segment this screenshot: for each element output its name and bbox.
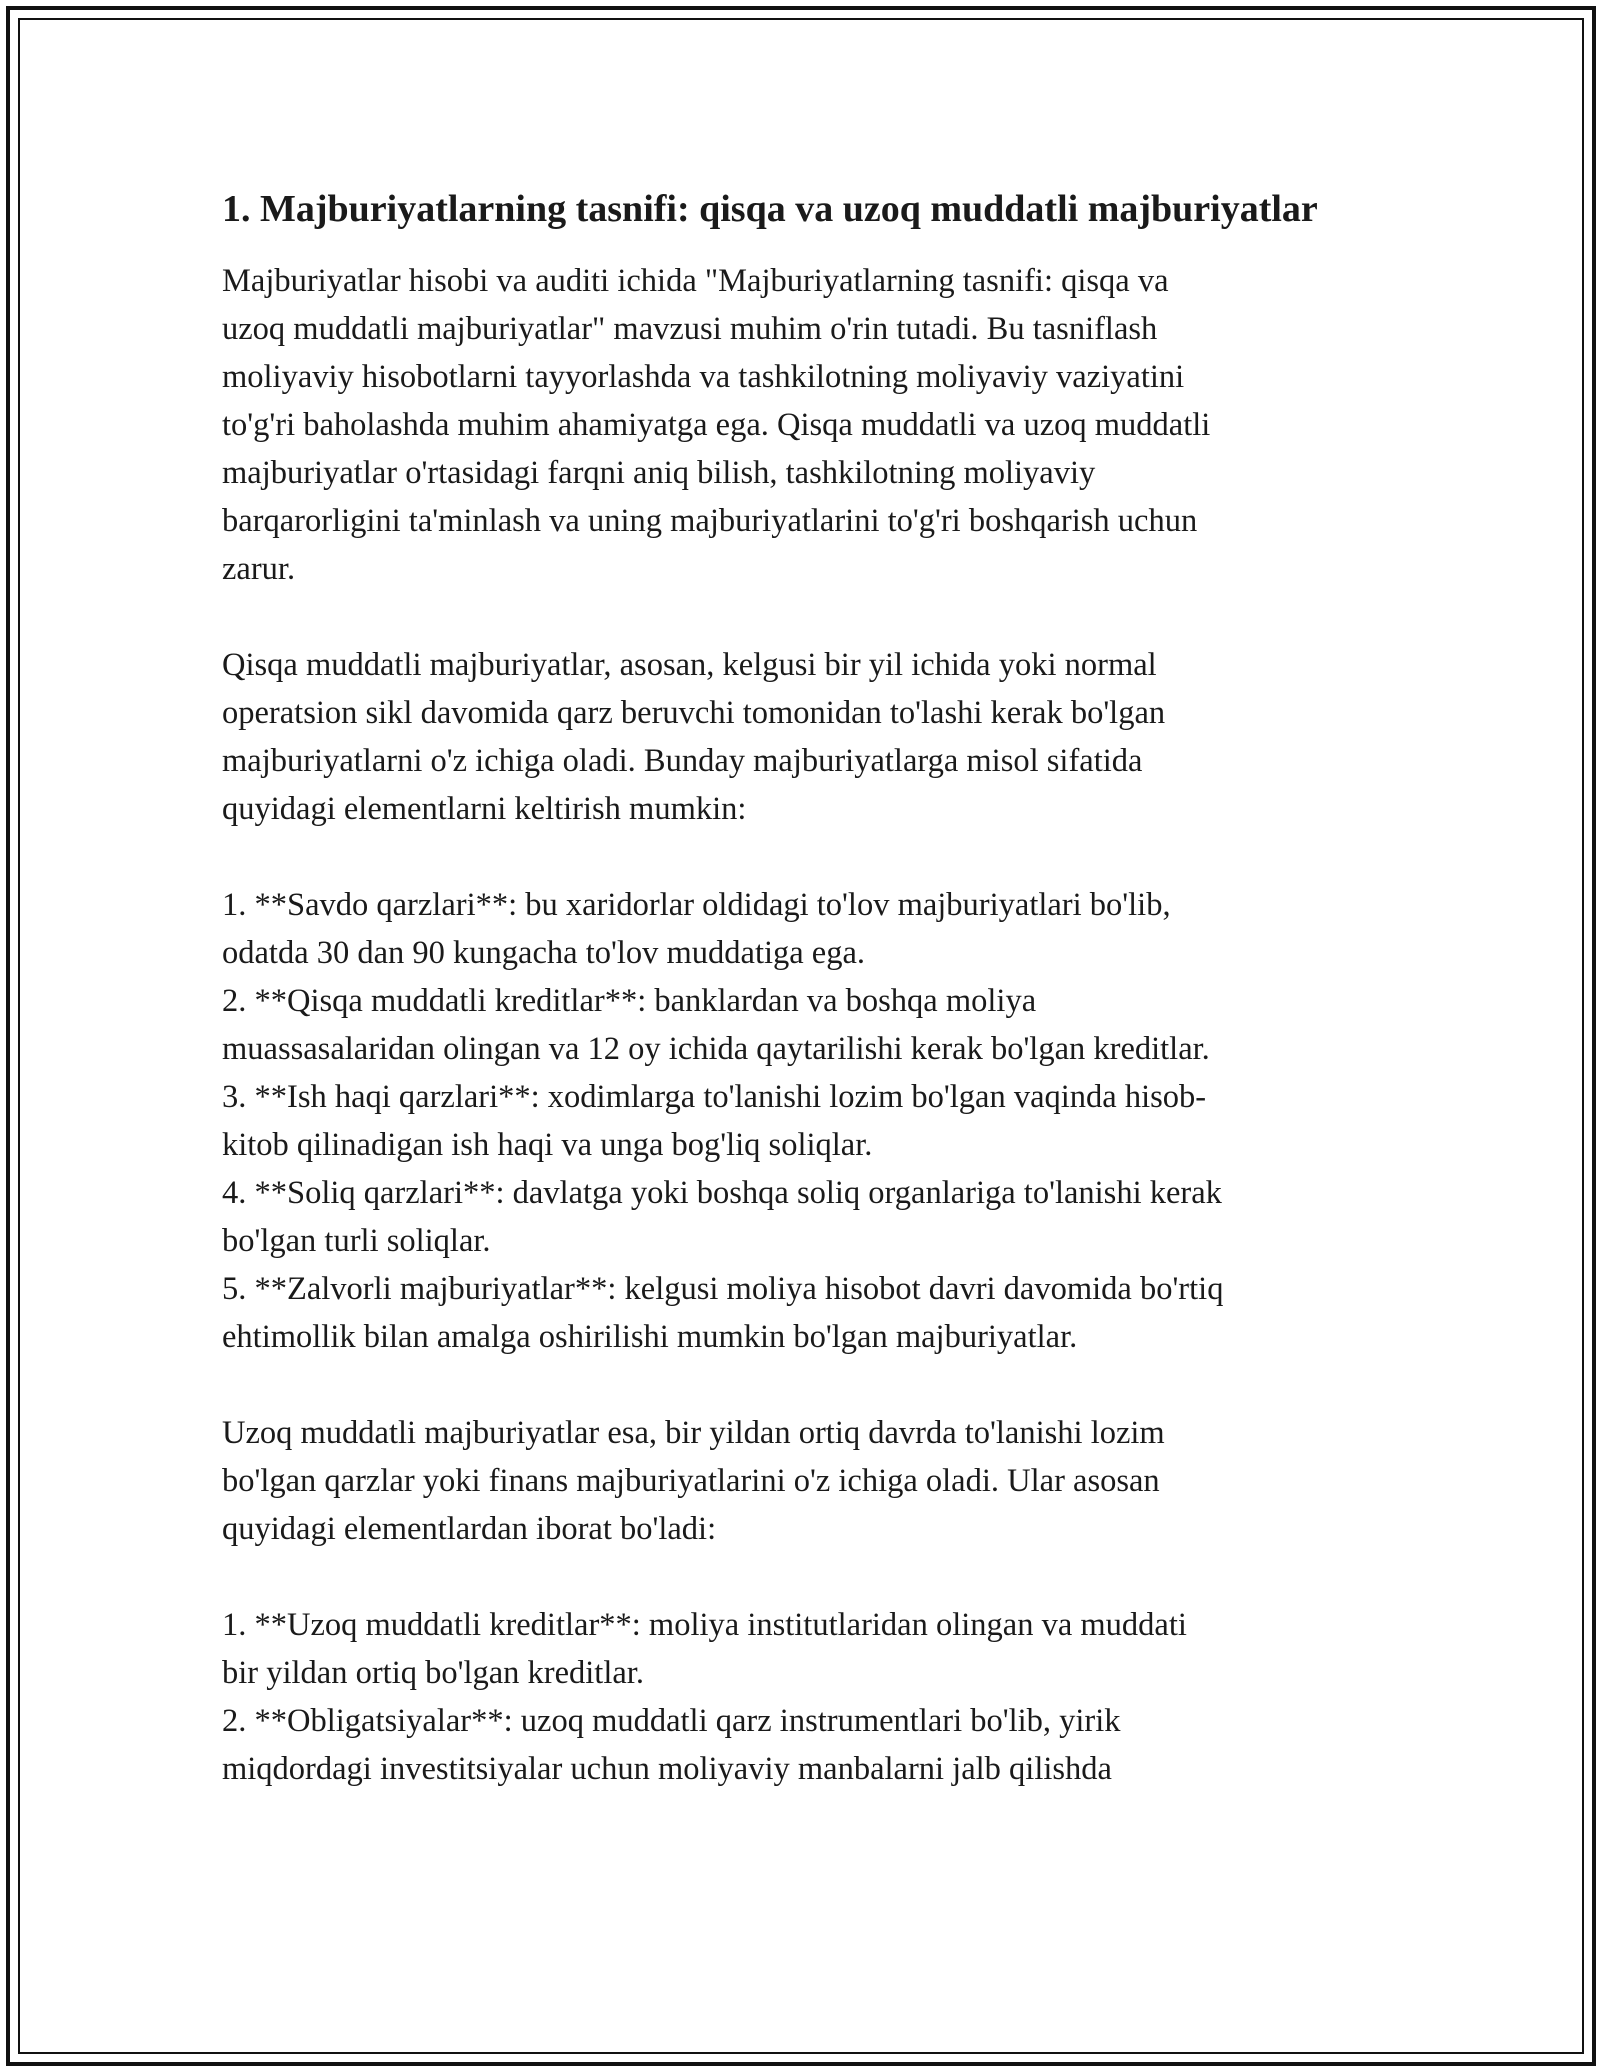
paragraph-gap [222, 1361, 1372, 1409]
paragraph-gap [222, 833, 1372, 881]
document-body [222, 182, 1372, 1793]
long-term-list: 1. **Uzoq muddatli kreditlar**: moliya institutlaridan olingan va muddati bir yildan ortiq bo'lgan kreditlar. 2. **Obligatsiyalar**: uzoq muddatli qarz instrumentlari bo'lib, yirik miqdordagi investitsiyalar uchun moliyaviy manbalarni jalb qilishda [222, 1607, 1187, 1787]
short-term-paragraph: Qisqa muddatli majburiyatlar, asosan, kelgusi bir yil ichida yoki normal operatsion sikl davomida qarz beruvchi tomonidan to'lashi kerak bo'lgan majburiyatlarni o'z ichiga oladi. Bunday majburiyatlarga misol sifatida quyidagi elementlarni keltirish mumkin: [222, 647, 1166, 827]
paragraph-gap [222, 593, 1372, 641]
section-heading: 1. Majburiyatlarning tasnifi: qisqa va uzoq muddatli majburiyatlar [222, 188, 1318, 230]
long-term-paragraph: Uzoq muddatli majburiyatlar esa, bir yildan ortiq davrda to'lanishi lozim bo'lgan qarzlar yoki finans majburiyatlarini o'z ichiga oladi. Ular asosan quyidagi elementlardan iborat bo'ladi: [222, 1415, 1165, 1547]
intro-paragraph: Majburiyatlar hisobi va auditi ichida "Majburiyatlarning tasnifi: qisqa va uzoq muddatli majburiyatlar" mavzusi muhim o'rin tutadi. Bu tasniflash moliyaviy hisobotlarni tayyorlashda va tashkilotning moliyaviy vaziyatini to'g'ri baholashda muhim ahamiyatga ega. Qisqa muddatli va uzoq muddatli majburiyatlar o'rtasidagi farqni aniq bilish, tashkilotning moliyaviy barqarorligini ta'minlash va uning majburiyatlarini to'g'ri boshqarish uchun zarur. [222, 263, 1211, 587]
paragraph-gap [222, 1553, 1372, 1601]
short-term-list: 1. **Savdo qarzlari**: bu xaridorlar oldidagi to'lov majburiyatlari bo'lib, odatda 30 dan 90 kungacha to'lov muddatiga ega. 2. **Qisqa muddatli kreditlar**: banklardan va boshqa moliya muassasalaridan olingan va 12 oy ichida qaytarilishi kerak bo'lgan kreditlar. 3. **Ish haqi qarzlari**: xodimlarga to'lanishi lozim bo'lgan vaqinda hisob- kitob qilinadigan ish haqi va unga bog'liq soliqlar. 4. **Soliq qarzlari**: davlatga yoki boshqa soliq organlariga to'lanishi kerak bo'lgan turli soliqlar. 5. **Zalvorli majburiyatlar**: kelgusi moliya hisobot davri davomida bo'rtiq ehtimollik bilan amalga oshirilishi mumkin bo'lgan majburiyatlar. [222, 887, 1224, 1355]
